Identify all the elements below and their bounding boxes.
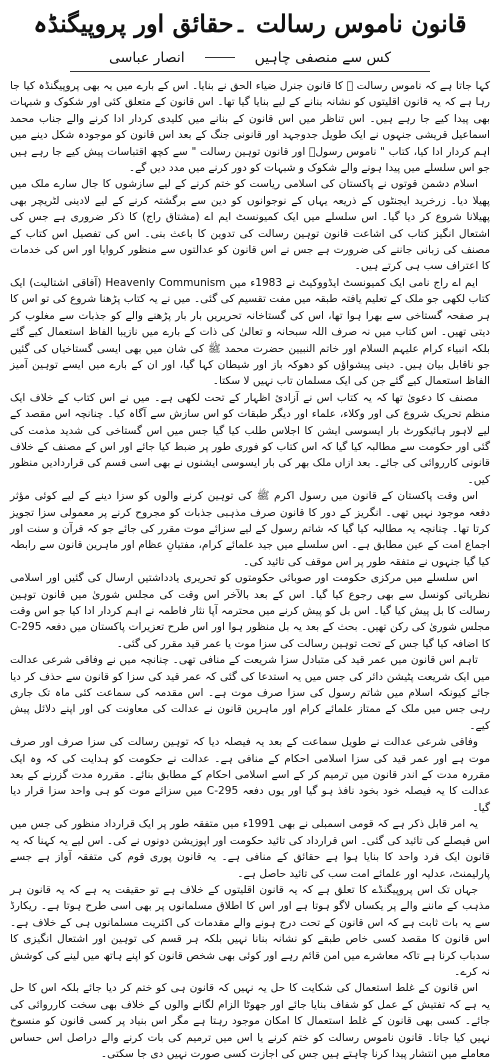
article-paragraph: وفاقی شرعی عدالت نے طویل سماعت کے بعد یہ فیصلہ دیا کہ توہین رسالت کی سزا صرف اور صرف موت ہے اور عمر قید کی سزا اسلامی احکام کے منافی ہے۔ عدالت نے حکومت کو ہدایت کی کہ وہ ایک مقررہ مدت کے اندر قانون میں ترمیم کر کے اسے اسلامی احکام کے مطابق بنائے۔ مقررہ مدت گزرنے کے بعد عدالت کا یہ فیصلہ خود بخود نافذ ہو گیا اور یوں دفعہ 295-C میں سزائے موت کو ہی واحد سزا قرار دیا گیا۔	[10, 736, 490, 814]
article-paragraph: مصنف کا دعویٰ تھا کہ یہ کتاب اس نے آزادیٔ اظہار کے تحت لکھی ہے۔ میں نے اس کتاب کے خلاف ایک منظم تحریک شروع کی اور وکلاء، علماء اور دیگر طبقات کو اس سازش سے آگاہ کیا۔ چنانچہ اس مقصد کے لیے لاہور ہائیکورٹ بار ایسوسی ایشن کا اجلاس طلب کیا گیا جس میں اس گستاخی کی شدید مذمت کی گئی اور حکومت سے مطالبہ کیا گیا کہ اس کتاب کو فوری طور پر ضبط کیا جائے اور اس کے مصنف کے خلاف قانونی کارروائی کی جائے۔ بعد ازاں ملک بھر کی بار ایسوسی ایشنوں نے بھی اسی قسم کی قراردادیں منظور کیں۔	[10, 391, 490, 486]
article-paragraph: اس قانون کے غلط استعمال کی شکایت کا حل یہ نہیں کہ قانون ہی کو ختم کر دیا جائے بلکہ اس کا حل یہ ہے کہ تفتیش کے عمل کو شفاف بنایا جائے اور جھوٹا الزام لگانے والوں کے خلاف بھی سخت کارروائی کی جائے۔ کسی بھی قانون کے غلط استعمال کا امکان موجود رہتا ہے مگر اس بنیاد پر کسی قانون کو منسوخ نہیں کیا جاتا۔ قانون ناموس رسالت کو ختم کرنے یا اس میں ترمیم کی بات کرنے والے دراصل اس حساس معاملے میں انتشار پیدا کرنا چاہتے ہیں جس کی اجازت کسی صورت نہیں دی جا سکتی۔	[10, 982, 490, 1060]
article-paragraph: جہاں تک اس پروپیگنڈے کا تعلق ہے کہ یہ قانون اقلیتوں کے خلاف ہے تو حقیقت یہ ہے کہ یہ قانون ہر مذہب کے ماننے والے پر یکساں لاگو ہوتا ہے اور اس کا اطلاق مسلمانوں پر بھی اسی طرح ہوتا ہے۔ ریکارڈ سے یہ بات ثابت ہے کہ اس قانون کے تحت درج ہونے والے مقدمات کی اکثریت مسلمانوں ہی کے خلاف ہے۔ اس قانون کا مقصد کسی خاص طبقے کو نشانہ بنانا نہیں بلکہ ہر قسم کی توہین اور اشتعال انگیزی کا سدباب کرنا ہے تاکہ معاشرے میں امن قائم رہے اور کوئی بھی شخص قانون کو اپنے ہاتھ میں لینے کی کوشش نہ کرے۔	[10, 883, 490, 978]
article-paragraph: اس وقت پاکستان کے قانون میں رسول اکرم ﷺ کی توہین کرنے والوں کو سزا دینے کے لیے کوئی مؤثر دفعہ موجود نہیں تھی۔ انگریز کے دور کا قانون صرف مذہبی جذبات کو مجروح کرنے پر معمولی سزا تجویز کرتا تھا۔ چنانچہ یہ مطالبہ کیا گیا کہ شاتم رسول کے لیے سزائے موت مقرر کی جائے جو کہ قرآن و سنت اور اجماع امت کے عین مطابق ہے۔ اس سلسلے میں جید علمائے کرام، مفتیانِ عظام اور ماہرین قانون سے رابطہ کیا گیا جنہوں نے متفقہ طور پر اس موقف کی تائید کی۔	[10, 490, 490, 568]
article-paragraph: اسلام دشمن قوتوں نے پاکستان کی اسلامی ریاست کو ختم کرنے کے لیے سازشوں کا جال سارے ملک میں پھیلا دیا۔ زرخرید ایجنٹوں کے ذریعہ یہاں کے نوجوانوں کو دین سے برگشتہ کرنے کے لیے لادینی لٹریچر بھی پھیلانا شروع کر دیا گیا۔ اس سلسلے میں ایک کمیونسٹ ایم اے (مشتاق راج) کا ذکر ضروری ہے جس کی اشتعال انگیز کتاب کی اشاعت قانون توہین رسالت کی تدوین کا باعث بنی۔ اس کی تفصیل اس کتاب کے مصنف کی زبانی جاننے کی ضرورت ہے جس نے اس قانون کو عدالتوں سے منظور کروایا اور اس کی خدمات کا اعتراف سب ہی کرتے ہیں۔	[10, 178, 490, 273]
article-paragraph: یہ امر قابل ذکر ہے کہ قومی اسمبلی نے بھی 1991ء میں متفقہ طور پر ایک قرارداد منظور کی جس میں اس فیصلے کی تائید کی گئی۔ اس قرارداد کی تائید حکومت اور اپوزیشن دونوں نے کی۔ اس لیے یہ کہنا کہ یہ قانون ایک فرد واحد کا بنایا ہوا ہے حقائق کے منافی ہے۔ یہ قانون پوری قوم کی متفقہ آواز ہے جسے پارلیمنٹ، عدلیہ اور علمائے امت سب کی تائید حاصل ہے۔	[10, 818, 490, 880]
article-byline	[70, 44, 430, 72]
article-paragraph: اس سلسلے میں مرکزی حکومت اور صوبائی حکومتوں کو تحریری یادداشتیں ارسال کی گئیں اور اسلامی نظریاتی کونسل سے بھی رجوع کیا گیا۔ اس کے بعد بالآخر اس وقت کی مجلس شوریٰ میں قانون توہین رسالت کا بل پیش کیا گیا۔ اس بل کو پیش کرنے میں محترمہ آپا نثار فاطمہ نے اہم کردار ادا کیا جو اس وقت مجلس شوریٰ کی رکن تھیں۔ بحث کے بعد یہ بل منظور ہوا اور اس طرح تعزیرات پاکستان میں دفعہ 295-C کا اضافہ کیا گیا جس کے تحت توہین رسالت کی سزا موت یا عمر قید مقرر کی گئی۔	[10, 572, 490, 650]
article-author: انصار عباسی	[108, 49, 185, 66]
article-paragraph: کہا جاتا ہے کہ ناموس رسالت ﷺ کا قانون جنرل ضیاء الحق نے بنایا۔ اس کے بارے میں یہ بھی پروپیگنڈہ کیا جا رہا ہے کہ یہ قانون اقلیتوں کو نشانہ بنانے کے لیے بنایا گیا تھا۔ اس قانون کے متعلق کئی اور شکوک و شبہات بھی پیدا کیے جا رہے ہیں۔ اس تناظر میں اس قانون کے بنانے میں کلیدی کردار ادا کرنے والے جناب محمد اسماعیل قریشی جنہوں نے ایک طویل جدوجہد اور قانونی جنگ کے بعد اس قانون کو موجودہ شکل دینے میں اہم کردار ادا کیا، کتاب " ناموس رسولؐ اور قانون توہین رسالت " سے کچھ اقتباسات پیش کیے جا رہے ہیں جو اس سلسلے میں پیدا ہونے والے شکوک و شبہات کو دور کرنے میں مدد دیں گے۔	[10, 80, 490, 175]
byline-separator	[205, 57, 235, 58]
article-headline: قانون ناموس رسالت ۔حقائق اور پروپیگنڈہ	[33, 9, 467, 38]
article-subtitle: کس سے منصفی چاہیں	[254, 49, 392, 66]
article-body	[10, 78, 490, 1060]
article-paragraph: تاہم اس قانون میں عمر قید کی متبادل سزا شریعت کے منافی تھی۔ چنانچہ میں نے وفاقی شرعی عدالت میں ایک شریعت پٹیشن دائر کی جس میں یہ استدعا کی گئی کہ عمر قید کی سزا کو قانون سے حذف کر دیا جائے کیونکہ اسلام میں شاتم رسول کی سزا صرف موت ہے۔ اس مقدمہ کی سماعت کئی ماہ تک جاری رہی جس میں ملک کے ممتاز علمائے کرام اور ماہرین قانون نے عدالت کی معاونت کی اور اپنے دلائل پیش کیے۔	[10, 654, 490, 732]
article-paragraph: ایم اے راج نامی ایک کمیونسٹ ایڈووکیٹ نے 1983ء میں Heavenly Communism (آفاقی اشتالیت) ایک کتاب لکھی جو ملک کے تعلیم یافتہ طبقہ میں مفت تقسیم کی گئی۔ میں نے یہ کتاب پڑھنا شروع کی تو اس کا ہر صفحہ گستاخی سے بھرا ہوا تھا، اس کی گستاخانہ تحریریں بار بار پڑھنے والے کو جذبات سے مغلوب کر دیتی تھیں۔ اس کتاب میں نہ صرف اللہ سبحانہ و تعالیٰ کی ذات کے بارے میں نازیبا الفاظ استعمال کیے گئے بلکہ انبیاء کرام علیہم السلام اور خاتم النبیین حضرت محمد ﷺ کی شان میں بھی ایسی گستاخیاں کی گئیں جو ناقابل بیان ہیں۔ دینی پیشواؤں کو دھوکہ باز اور شیطان کہا گیا، اور ان کے بارے میں ایسے توہین آمیز الفاظ استعمال کیے گئے جن کی ایک مسلمان تاب نہیں لا سکتا۔	[10, 276, 490, 388]
